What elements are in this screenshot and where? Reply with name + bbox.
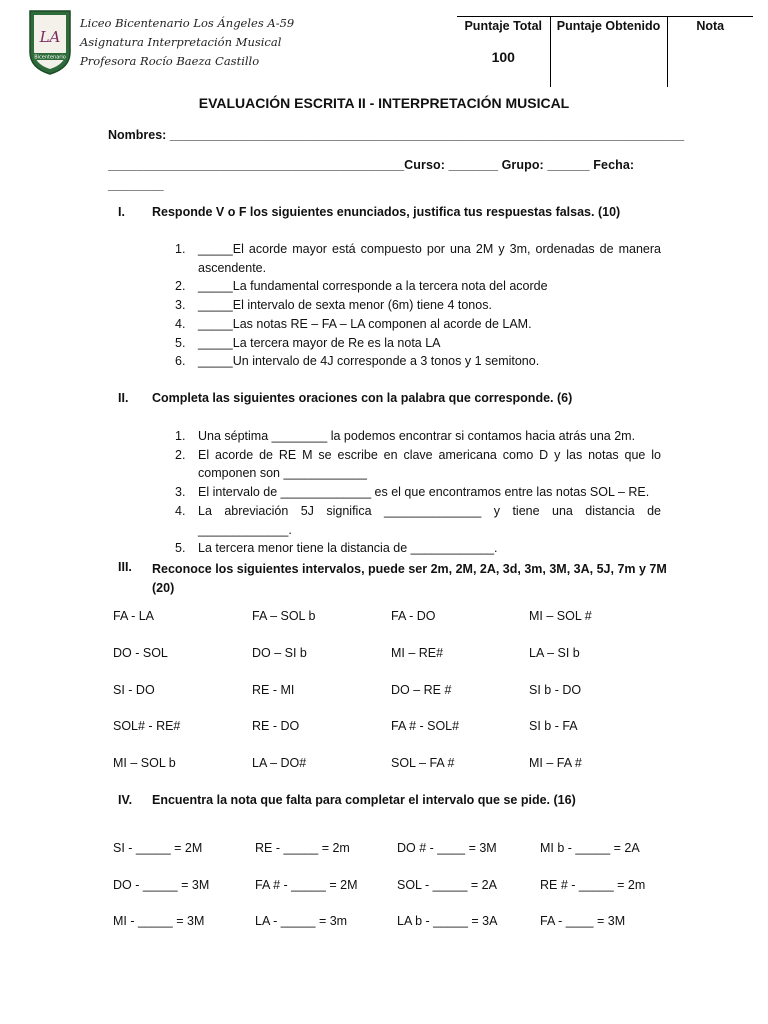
- question-text: El acorde de RE M se escribe en clave americana como D y las notas que lo componen son ____________: [198, 447, 661, 481]
- question-number: 2.: [175, 279, 186, 294]
- section-4-number: IV.: [118, 793, 133, 807]
- interval-item[interactable]: DO - SOL: [113, 645, 168, 660]
- missing-note-item[interactable]: RE - _____ = 2m: [255, 841, 350, 855]
- question-number: 4.: [175, 503, 186, 518]
- question-item[interactable]: [175, 277, 661, 296]
- question-text: _____El acorde mayor está compuesto por una 2M y 3m, ordenadas de manera ascendente.: [198, 242, 661, 275]
- section-1-heading: [118, 205, 620, 219]
- puntaje-total-value: 100: [491, 48, 515, 65]
- question-number: 1.: [175, 429, 186, 443]
- interval-item[interactable]: FA - DO: [391, 609, 436, 623]
- section-3-heading: [118, 560, 672, 598]
- section-3-number: III.: [118, 560, 132, 574]
- teacher-name: Profesora Rocío Baeza Castillo: [80, 54, 260, 68]
- school-name: Liceo Bicentenario Los Ángeles A-59: [80, 16, 295, 30]
- question-text: _____Un intervalo de 4J corresponde a 3 tonos y 1 semitono.: [198, 354, 540, 369]
- missing-note-item[interactable]: RE # - _____ = 2m: [540, 877, 646, 892]
- page-title: EVALUACIÓN ESCRITA II - INTERPRETACIÓN MUSICAL: [198, 95, 570, 111]
- section-4-heading: [118, 793, 576, 807]
- interval-item[interactable]: LA – SI b: [529, 645, 580, 660]
- interval-item[interactable]: FA – SOL b: [252, 609, 316, 623]
- question-text: La abreviación 5J significa ______________ y tiene una distancia de _____________.: [198, 503, 661, 537]
- interval-item[interactable]: LA – DO#: [252, 756, 307, 771]
- question-item[interactable]: [175, 315, 661, 334]
- section-2-number: II.: [118, 391, 129, 405]
- score-table: [457, 16, 753, 87]
- question-number: 2.: [175, 447, 186, 462]
- question-item[interactable]: [175, 483, 661, 502]
- interval-item[interactable]: MI – FA #: [529, 756, 582, 771]
- question-number: 4.: [175, 316, 186, 331]
- question-number: 3.: [175, 298, 186, 313]
- missing-note-item[interactable]: LA b - _____ = 3A: [397, 914, 498, 928]
- section-2-text: Completa las siguientes oraciones con la palabra que corresponde. (6): [152, 391, 573, 405]
- interval-item[interactable]: FA # - SOL#: [391, 719, 460, 734]
- question-number: 1.: [175, 242, 186, 256]
- interval-item[interactable]: DO – RE #: [391, 682, 452, 697]
- fecha-field[interactable]: ________: [108, 178, 164, 192]
- question-item[interactable]: [175, 539, 661, 558]
- school-logo: [26, 8, 74, 76]
- missing-note-item[interactable]: SOL - _____ = 2A: [397, 877, 497, 892]
- subject-name: Asignatura Interpretación Musical: [80, 35, 282, 49]
- school-info: [80, 14, 294, 71]
- logo-text: Bicentenario: [34, 54, 66, 61]
- question-item[interactable]: [175, 352, 661, 371]
- interval-item[interactable]: MI – SOL #: [529, 609, 592, 623]
- missing-note-item[interactable]: DO - _____ = 3M: [113, 877, 210, 892]
- nombres-field[interactable]: Nombres: __________________________________________________________________________: [108, 128, 685, 142]
- question-item[interactable]: [175, 502, 661, 539]
- missing-note-item[interactable]: MI - _____ = 3M: [113, 914, 205, 928]
- interval-item[interactable]: SOL – FA #: [391, 756, 455, 771]
- section-3-text: Reconoce los siguientes intervalos, puede ser 2m, 2M, 2A, 3d, 3m, 3M, 3A, 5J, 7m y 7M (20): [152, 562, 667, 595]
- question-text: La tercera menor tiene la distancia de ____________.: [198, 541, 498, 556]
- missing-note-item[interactable]: LA - _____ = 3m: [255, 914, 348, 928]
- question-text: _____La fundamental corresponde a la tercera nota del acorde: [198, 279, 548, 294]
- question-item[interactable]: [175, 427, 661, 446]
- section-2-list: [175, 427, 661, 558]
- missing-note-item[interactable]: DO # - ____ = 3M: [397, 841, 497, 855]
- interval-item[interactable]: DO – SI b: [252, 645, 307, 660]
- question-number: 5.: [175, 335, 186, 350]
- section-1-list: [175, 240, 661, 371]
- question-item[interactable]: [175, 446, 661, 483]
- question-number: 3.: [175, 485, 186, 500]
- question-text: El intervalo de _____________ es el que encontramos entre las notas SOL – RE.: [198, 485, 650, 500]
- question-text: _____Las notas RE – FA – LA componen al acorde de LAM.: [198, 316, 532, 331]
- interval-item[interactable]: SI b - DO: [529, 682, 582, 697]
- question-text: _____El intervalo de sexta menor (6m) tiene 4 tonos.: [198, 298, 492, 313]
- interval-item[interactable]: MI – RE#: [391, 645, 444, 660]
- missing-note-item[interactable]: FA # - _____ = 2M: [255, 877, 358, 892]
- question-text: Una séptima ________ la podemos encontrar si contamos hacia atrás una 2m.: [198, 429, 636, 443]
- header-puntaje-obtenido: Puntaje Obtenido: [550, 17, 667, 39]
- question-number: 5.: [175, 541, 186, 556]
- interval-item[interactable]: SI - DO: [113, 682, 155, 697]
- question-item[interactable]: [175, 334, 661, 353]
- missing-note-item[interactable]: FA - ____ = 3M: [540, 914, 626, 928]
- interval-item[interactable]: RE - MI: [252, 682, 295, 697]
- puntaje-obtenido-value[interactable]: [550, 39, 667, 87]
- nota-value[interactable]: [667, 39, 753, 87]
- section-2-heading: [118, 391, 572, 405]
- question-number: 6.: [175, 354, 186, 369]
- curso-grupo-fecha-line[interactable]: __________________________________________Curso: _______ Grupo: ______ Fecha:: [108, 158, 635, 172]
- missing-note-item[interactable]: MI b - _____ = 2A: [540, 841, 640, 855]
- question-text: _____La tercera mayor de Re es la nota LA: [198, 335, 441, 350]
- interval-item[interactable]: MI – SOL b: [113, 756, 176, 771]
- interval-item[interactable]: SOL# - RE#: [113, 719, 181, 734]
- header-nota: Nota: [667, 17, 753, 39]
- svg-text:LA: LA: [39, 28, 61, 46]
- missing-note-item[interactable]: SI - _____ = 2M: [113, 841, 203, 855]
- section-1-number: I.: [118, 205, 125, 219]
- header-puntaje-total: Puntaje Total: [457, 17, 550, 39]
- interval-item[interactable]: FA - LA: [113, 609, 154, 623]
- interval-item[interactable]: SI b - FA: [529, 719, 578, 734]
- question-item[interactable]: [175, 296, 661, 315]
- interval-item[interactable]: RE - DO: [252, 719, 300, 734]
- question-item[interactable]: [175, 240, 661, 277]
- section-4-text: Encuentra la nota que falta para completar el intervalo que se pide. (16): [152, 793, 576, 807]
- section-1-text: Responde V o F los siguientes enunciados, justifica tus respuestas falsas. (10): [152, 205, 621, 219]
